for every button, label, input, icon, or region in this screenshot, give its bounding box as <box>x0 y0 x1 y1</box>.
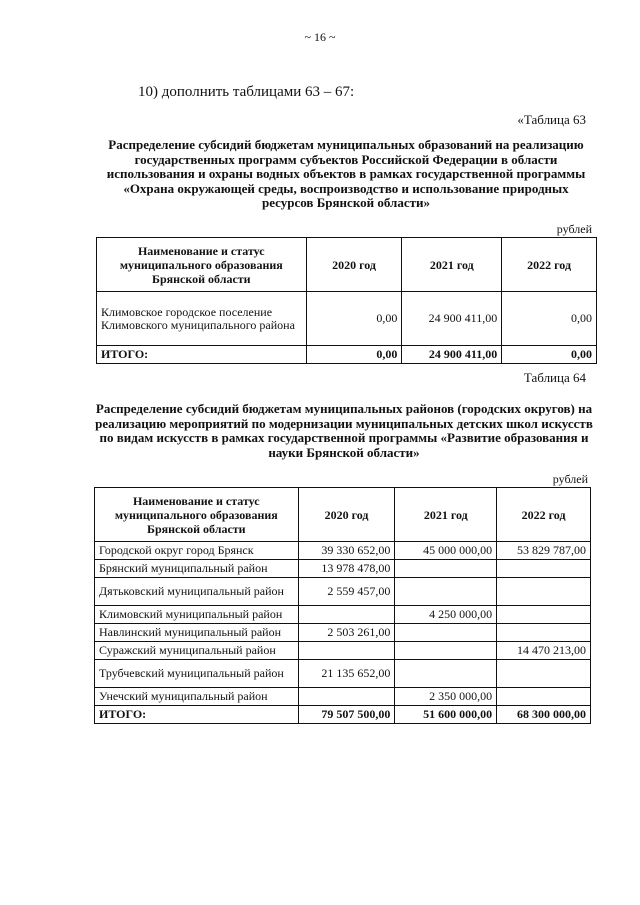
table-row <box>95 606 591 624</box>
row-2021: 45 000 000,00 <box>395 542 497 560</box>
row-2022 <box>497 660 591 688</box>
row-2021 <box>395 642 497 660</box>
row-2021: 2 350 000,00 <box>395 688 497 706</box>
row-name: Унечский муниципальный район <box>95 688 299 706</box>
table63-units: рублей <box>556 222 592 236</box>
row-2020: 2 559 457,00 <box>298 578 395 606</box>
row-2021 <box>395 578 497 606</box>
table64-header-row <box>95 488 591 542</box>
row-name: Дятьковский муниципальный район <box>95 578 299 606</box>
row-2022 <box>497 624 591 642</box>
table64-title: Распределение субсидий бюджетам муниципальных районов (городских округов) на реализацию мероприятий по модернизации муниципальных детских школ искусств по видам искусств в рамках государственной программы «Развитие образования и науки Брянской области» <box>95 401 593 460</box>
table64-col-name: Наименование и статус муниципального образования Брянской области <box>95 488 299 542</box>
row-2020: 21 135 652,00 <box>298 660 395 688</box>
row-name: Климовское городское поселение Климовского муниципального района <box>97 292 307 346</box>
table63-ref: «Таблица 63 <box>517 112 586 127</box>
table64-total-row <box>95 706 591 724</box>
total-2022: 68 300 000,00 <box>497 706 591 724</box>
row-2022 <box>497 606 591 624</box>
total-label: ИТОГО: <box>97 346 307 364</box>
table-row <box>95 660 591 688</box>
row-2020: 39 330 652,00 <box>298 542 395 560</box>
table63-title: Распределение субсидий бюджетам муниципальных образований на реализацию государственных программ субъектов Российской Федерации в области использования и охраны водных объектов в рамках государственной программы «Охрана окружающей среды, воспроизводство и использование природных ресурсов Брянской области» <box>106 137 586 211</box>
table63 <box>96 237 597 364</box>
table-row <box>95 578 591 606</box>
row-2020 <box>298 688 395 706</box>
row-2022 <box>497 560 591 578</box>
table63-col-2022: 2022 год <box>502 238 597 292</box>
table64-units: рублей <box>552 472 588 486</box>
row-2022 <box>497 578 591 606</box>
table64-col-2020: 2020 год <box>298 488 395 542</box>
table-row <box>95 542 591 560</box>
row-2022: 53 829 787,00 <box>497 542 591 560</box>
row-name: Брянский муниципальный район <box>95 560 299 578</box>
total-2020: 0,00 <box>306 346 402 364</box>
row-name: Трубчевский муниципальный район <box>95 660 299 688</box>
table63-header-row <box>97 238 597 292</box>
table-row <box>95 560 591 578</box>
table63-total-row <box>97 346 597 364</box>
row-2021: 24 900 411,00 <box>402 292 502 346</box>
row-name: Городской округ город Брянск <box>95 542 299 560</box>
table64-col-2021: 2021 год <box>395 488 497 542</box>
row-2021 <box>395 624 497 642</box>
row-name: Навлинский муниципальный район <box>95 624 299 642</box>
table63-col-name: Наименование и статус муниципального образования Брянской области <box>97 238 307 292</box>
row-2020: 2 503 261,00 <box>298 624 395 642</box>
row-2020: 0,00 <box>306 292 402 346</box>
row-name: Суражский муниципальный район <box>95 642 299 660</box>
table-row <box>97 292 597 346</box>
intro-text: 10) дополнить таблицами 63 – 67: <box>138 84 355 100</box>
row-2020: 13 978 478,00 <box>298 560 395 578</box>
table-row <box>95 688 591 706</box>
row-2021 <box>395 560 497 578</box>
table-row <box>95 624 591 642</box>
table64-col-2022: 2022 год <box>497 488 591 542</box>
row-2020 <box>298 642 395 660</box>
total-2021: 51 600 000,00 <box>395 706 497 724</box>
total-2021: 24 900 411,00 <box>402 346 502 364</box>
row-name: Климовский муниципальный район <box>95 606 299 624</box>
table63-col-2021: 2021 год <box>402 238 502 292</box>
row-2022 <box>497 688 591 706</box>
row-2022: 14 470 213,00 <box>497 642 591 660</box>
row-2020 <box>298 606 395 624</box>
total-2022: 0,00 <box>502 346 597 364</box>
row-2022: 0,00 <box>502 292 597 346</box>
row-2021 <box>395 660 497 688</box>
table64-ref: Таблица 64 <box>523 370 586 385</box>
table64 <box>94 487 591 724</box>
table-row <box>95 642 591 660</box>
total-2020: 79 507 500,00 <box>298 706 395 724</box>
row-2021: 4 250 000,00 <box>395 606 497 624</box>
table63-col-2020: 2020 год <box>306 238 402 292</box>
total-label: ИТОГО: <box>95 706 299 724</box>
page-number: ~ 16 ~ <box>304 30 336 44</box>
